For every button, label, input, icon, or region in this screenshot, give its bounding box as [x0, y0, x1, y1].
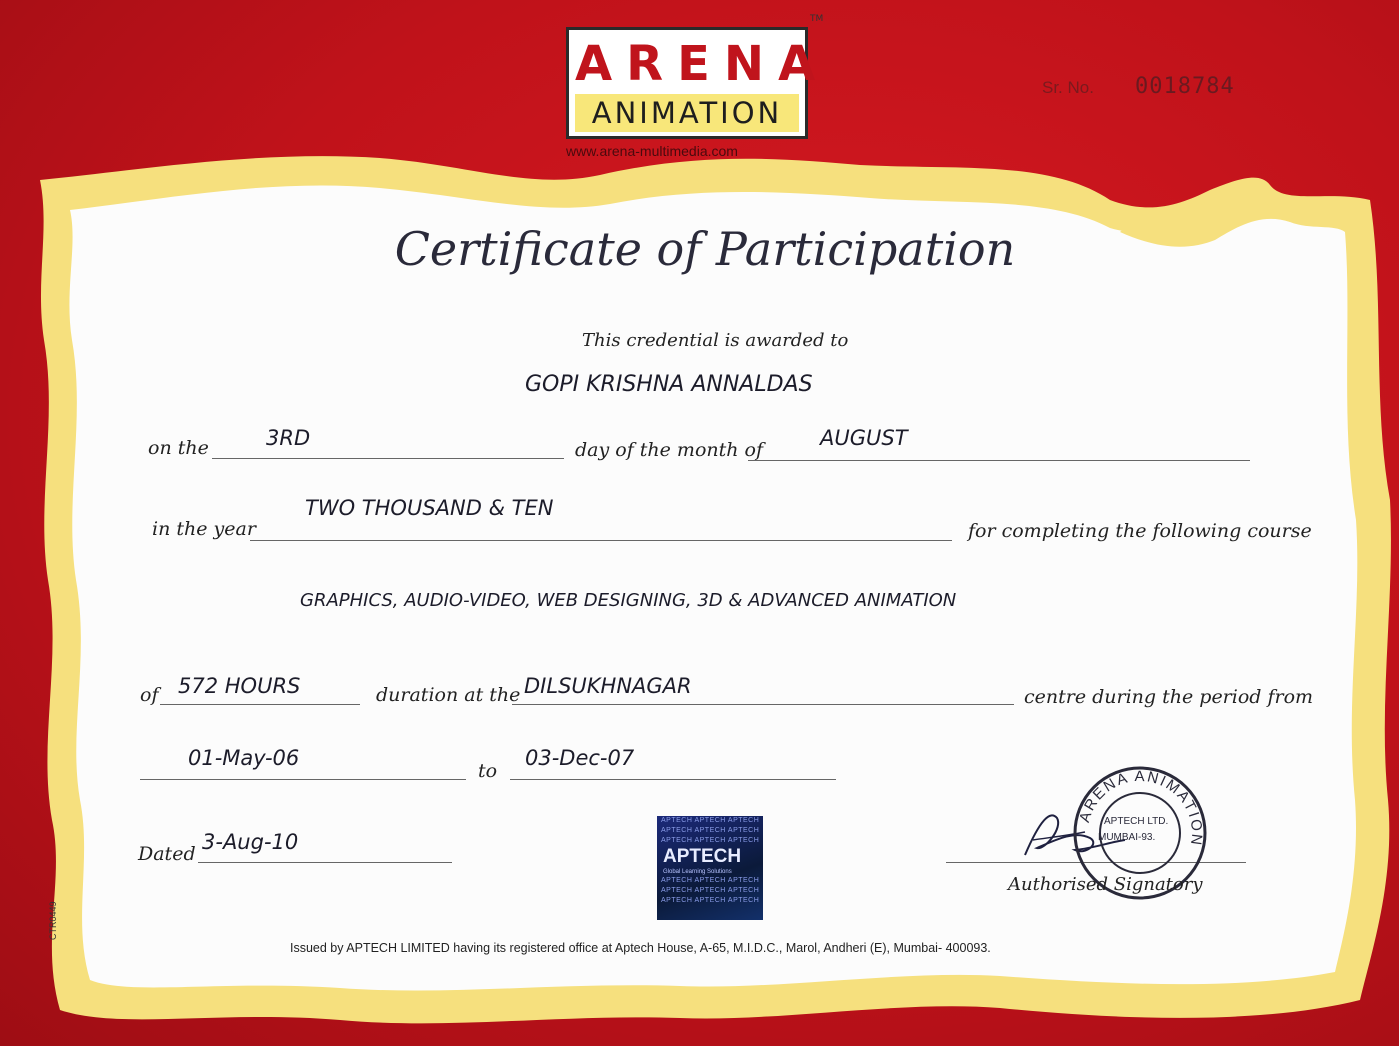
centre-line [512, 704, 1014, 705]
serial-number: 0018784 [1135, 74, 1235, 99]
course-value: GRAPHICS, AUDIO-VIDEO, WEB DESIGNING, 3D & ADVANCED ANIMATION [300, 590, 957, 611]
recipient-name: GOPI KRISHNA ANNALDAS [525, 372, 813, 397]
logo-arena-text: ARENA [575, 36, 830, 92]
to-date-value: 03-Dec-07 [525, 746, 635, 770]
hologram-row: APTECH APTECH APTECH [661, 887, 760, 894]
stamp-line1: APTECH LTD. [1104, 816, 1169, 827]
in-the-year-label: in the year [152, 518, 256, 540]
on-the-label: on the [148, 437, 209, 459]
serial-label: Sr. No. [1042, 78, 1094, 97]
aptech-hologram [657, 816, 763, 920]
day-of-month-label: day of the month of [575, 439, 764, 461]
website-url: www.arena-multimedia.com [566, 143, 738, 159]
duration-value: 572 HOURS [178, 674, 301, 698]
from-date-line [140, 779, 466, 780]
hologram-brand: APTECH [663, 846, 742, 867]
issued-by-note: Issued by APTECH LIMITED having its registered office at Aptech House, A-65, M.I.D.C., Marol, Andheri (E), Mumbai- 400093. [290, 941, 991, 955]
hologram-row: APTECH APTECH APTECH [661, 817, 760, 824]
to-label: to [478, 760, 498, 782]
dated-line [198, 862, 452, 863]
from-date-value: 01-May-06 [188, 746, 300, 770]
centre-value: DILSUKHNAGAR [524, 674, 692, 698]
day-line [212, 458, 564, 459]
to-date-line [510, 779, 836, 780]
stamp-line2: MUMBAI-93. [1098, 832, 1156, 843]
duration-label: duration at the [376, 684, 521, 706]
hologram-row: APTECH APTECH APTECH [661, 837, 760, 844]
authorised-signatory-label: Authorised Signatory [1008, 874, 1203, 895]
dated-value: 3-Aug-10 [202, 830, 299, 854]
form-code: CTR0449 [48, 901, 58, 940]
dated-label: Dated [138, 843, 196, 865]
certificate-title: Certificate of Participation [394, 222, 1016, 276]
logo-animation-text: ANIMATION [575, 94, 799, 132]
month-line [748, 460, 1250, 461]
duration-line [160, 704, 360, 705]
hologram-row: APTECH APTECH APTECH [661, 877, 760, 884]
for-completing-label: for completing the following course [968, 520, 1312, 542]
hologram-row: APTECH APTECH APTECH [661, 897, 760, 904]
year-line [250, 540, 952, 541]
hologram-row: APTECH APTECH APTECH [661, 827, 760, 834]
year-value: TWO THOUSAND & TEN [305, 496, 554, 520]
day-value: 3RD [266, 426, 311, 450]
month-value: AUGUST [820, 426, 908, 450]
hologram-tagline: Global Learning Solutions [663, 869, 732, 875]
trademark-mark: TM [810, 14, 824, 24]
awarded-text: This credential is awarded to [582, 330, 849, 351]
arena-animation-logo [566, 27, 830, 139]
of-label: of [140, 684, 159, 706]
stamp-ring-text: ARENA ANIMATION [1076, 767, 1206, 848]
centre-label: centre during the period from [1024, 686, 1314, 708]
